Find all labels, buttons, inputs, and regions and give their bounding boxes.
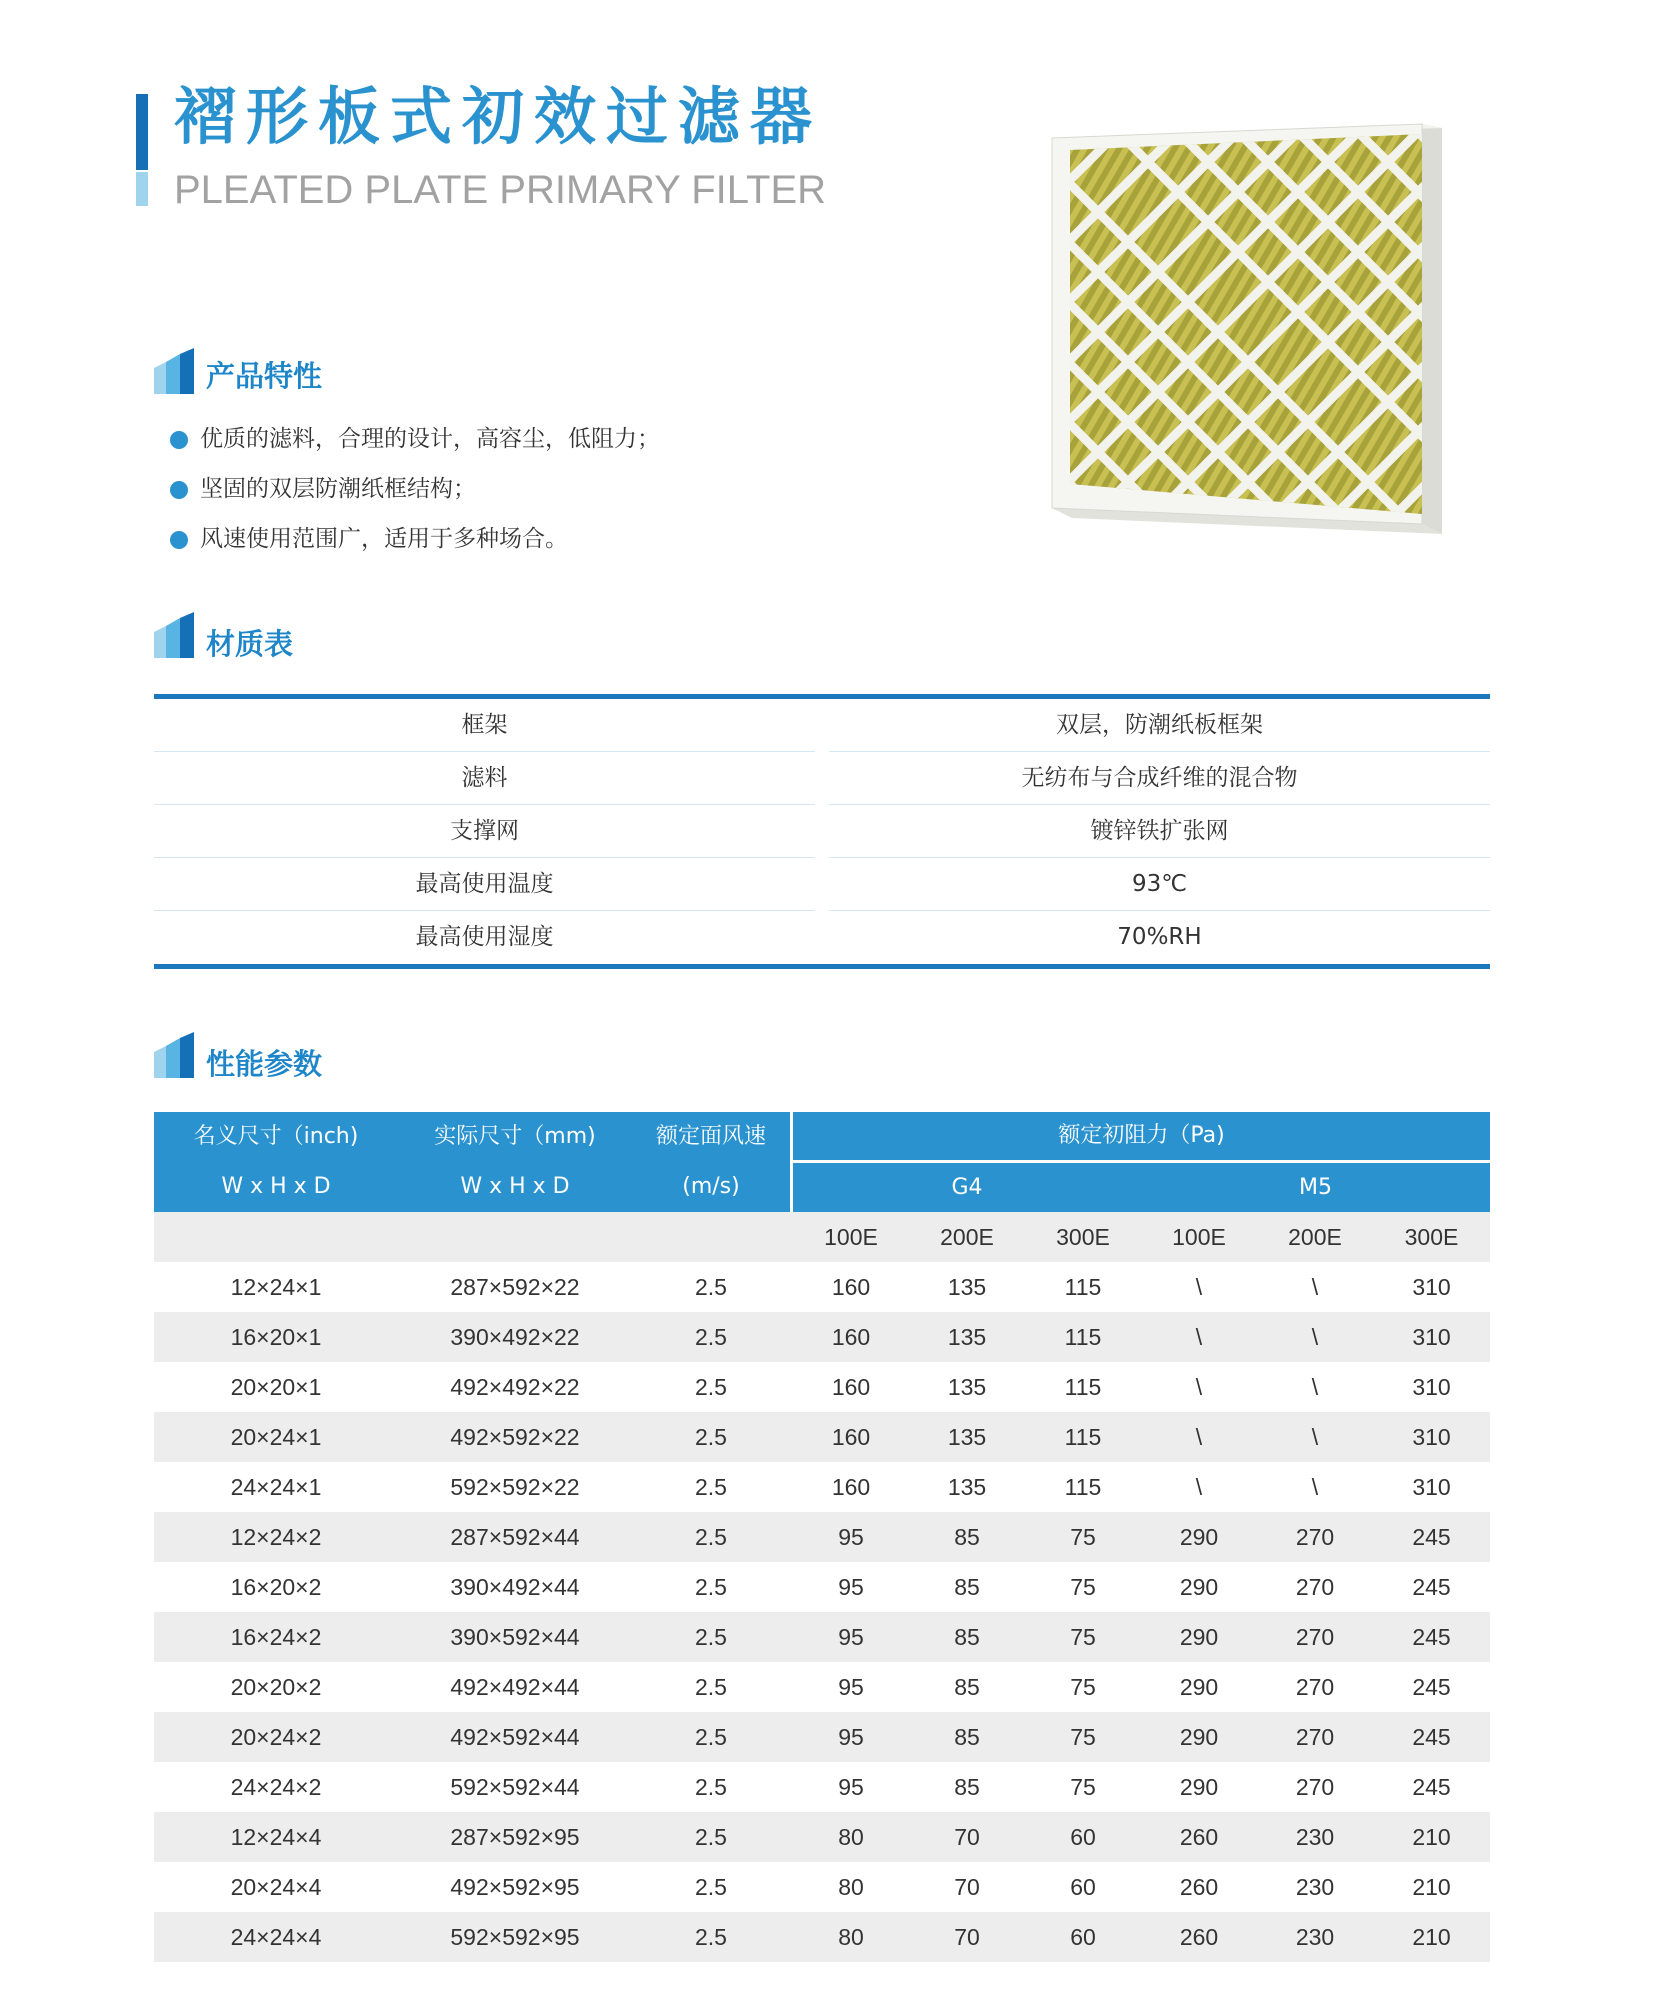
- table-cell: 290: [1179, 1524, 1219, 1550]
- section-icon: [154, 348, 194, 394]
- table-cell: \: [1311, 1424, 1319, 1450]
- table-cell: 24×24×4: [230, 1924, 322, 1950]
- table-bottom-border: [154, 964, 1490, 969]
- table-cell: \: [1195, 1374, 1203, 1400]
- table-cell: 95: [838, 1674, 864, 1700]
- table-cell: 160: [831, 1374, 871, 1400]
- table-row: [154, 1712, 1490, 1762]
- table-cell: 492×492×44: [450, 1674, 580, 1700]
- table-row: [154, 858, 1490, 910]
- table-cell: 270: [1295, 1624, 1335, 1650]
- table-cell: 75: [1070, 1724, 1096, 1750]
- table-cell: 390×492×44: [450, 1574, 580, 1600]
- table-cell: 115: [1064, 1374, 1102, 1400]
- table-cell: 2.5: [695, 1674, 727, 1700]
- table-cell: 2.5: [695, 1874, 727, 1900]
- material-name: 最高使用温度: [415, 871, 554, 897]
- table-cell: 230: [1295, 1924, 1335, 1950]
- table-cell: 2.5: [695, 1524, 727, 1550]
- table-row: [154, 1462, 1490, 1512]
- table-cell: 390×592×44: [450, 1624, 580, 1650]
- table-cell: 160: [831, 1274, 871, 1300]
- table-cell: 245: [1412, 1524, 1451, 1550]
- table-cell: 210: [1412, 1874, 1451, 1900]
- material-value: 93℃: [1131, 871, 1188, 897]
- table-cell: 310: [1412, 1424, 1451, 1450]
- table-cell: 85: [954, 1724, 980, 1750]
- table-cell: 492×592×44: [450, 1724, 580, 1750]
- header-m5: M5: [1141, 1163, 1490, 1212]
- table-cell: 75: [1070, 1524, 1096, 1550]
- table-cell: 20×20×2: [230, 1674, 322, 1700]
- material-value: 70%RH: [1117, 924, 1202, 950]
- table-cell: 115: [1064, 1274, 1102, 1300]
- bullet-icon: [170, 481, 188, 499]
- table-cell: 230: [1295, 1874, 1335, 1900]
- table-cell: 135: [947, 1374, 987, 1400]
- table-cell: 310: [1412, 1474, 1451, 1500]
- table-cell: 210: [1412, 1824, 1451, 1850]
- table-cell: 95: [838, 1774, 864, 1800]
- performance-title: 性能参数: [206, 1047, 323, 1081]
- table-cell: 290: [1179, 1724, 1219, 1750]
- table-row: [154, 1262, 1490, 1312]
- table-cell: 230: [1295, 1824, 1335, 1850]
- table-cell: 75: [1070, 1674, 1096, 1700]
- table-cell: 85: [954, 1524, 980, 1550]
- table-cell: 2.5: [695, 1724, 727, 1750]
- table-cell: 260: [1179, 1924, 1219, 1950]
- table-cell: 80: [838, 1924, 864, 1950]
- table-cell: 2.5: [695, 1924, 727, 1950]
- table-cell: \: [1311, 1474, 1319, 1500]
- table-cell: 210: [1412, 1924, 1451, 1950]
- header-g4: G4: [793, 1163, 1141, 1212]
- table-cell: 80: [838, 1874, 864, 1900]
- table-row: [154, 1562, 1490, 1612]
- material-name: 框架: [461, 712, 508, 738]
- feature-item: 风速使用范围广，适用于多种场合。: [168, 514, 660, 564]
- table-cell: 2.5: [695, 1274, 727, 1300]
- table-cell: 70: [954, 1924, 980, 1950]
- table-cell: 290: [1179, 1624, 1219, 1650]
- table-cell: 85: [954, 1624, 980, 1650]
- table-cell: 2.5: [695, 1624, 727, 1650]
- table-cell: 270: [1295, 1674, 1335, 1700]
- material-name: 最高使用湿度: [415, 924, 554, 950]
- table-cell: 135: [947, 1424, 987, 1450]
- table-cell: 245: [1412, 1624, 1451, 1650]
- table-row: [154, 752, 1490, 804]
- title-accent-bar-light: [136, 172, 148, 206]
- title-accent-bar: [136, 94, 148, 170]
- table-cell: 95: [838, 1624, 864, 1650]
- table-cell: 160: [831, 1474, 871, 1500]
- table-cell: 492×592×95: [450, 1874, 580, 1900]
- table-cell: 12×24×4: [230, 1824, 322, 1850]
- table-cell: 75: [1070, 1774, 1096, 1800]
- section-icon: [154, 612, 194, 658]
- table-cell: 310: [1412, 1274, 1451, 1300]
- table-cell: 160: [831, 1424, 871, 1450]
- table-cell: 95: [838, 1574, 864, 1600]
- table-cell: 135: [947, 1324, 987, 1350]
- table-cell: 60: [1070, 1874, 1096, 1900]
- table-cell: 70: [954, 1824, 980, 1850]
- table-cell: 16×20×1: [230, 1324, 322, 1350]
- table-cell: 270: [1295, 1724, 1335, 1750]
- page-subtitle: PLEATED PLATE PRIMARY FILTER: [174, 168, 827, 212]
- subheader-cell: 100E: [1172, 1224, 1226, 1250]
- table-cell: 2.5: [695, 1474, 727, 1500]
- table-cell: 115: [1064, 1474, 1102, 1500]
- features-list: [168, 414, 660, 564]
- table-cell: 16×24×2: [230, 1624, 322, 1650]
- subheader-cell: 300E: [1056, 1224, 1110, 1250]
- subheader-cell: 200E: [1288, 1224, 1342, 1250]
- table-cell: 310: [1412, 1324, 1451, 1350]
- table-row: [154, 1312, 1490, 1362]
- table-row: [154, 1912, 1490, 1962]
- table-cell: \: [1195, 1324, 1203, 1350]
- table-cell: \: [1195, 1424, 1203, 1450]
- table-row: [154, 1512, 1490, 1562]
- material-value: 镀锌铁扩张网: [1090, 818, 1229, 844]
- table-cell: 260: [1179, 1824, 1219, 1850]
- header-resistance: 额定初阻力（Pa): [793, 1112, 1490, 1160]
- table-cell: 2.5: [695, 1324, 727, 1350]
- feature-item: 坚固的双层防潮纸框结构；: [168, 464, 660, 514]
- header-actual-size: 实际尺寸（mm): [434, 1124, 596, 1149]
- table-cell: 85: [954, 1774, 980, 1800]
- table-row: [154, 1812, 1490, 1862]
- table-cell: 2.5: [695, 1774, 727, 1800]
- table-cell: 160: [831, 1324, 871, 1350]
- table-cell: 135: [947, 1274, 987, 1300]
- table-cell: 75: [1070, 1574, 1096, 1600]
- table-cell: 492×592×22: [450, 1424, 580, 1450]
- table-cell: 60: [1070, 1924, 1096, 1950]
- table-row: [154, 699, 1490, 751]
- header-velocity: 额定面风速: [655, 1124, 766, 1149]
- table-cell: 290: [1179, 1774, 1219, 1800]
- table-cell: 80: [838, 1824, 864, 1850]
- table-row: [154, 1362, 1490, 1412]
- table-row: [154, 1862, 1490, 1912]
- table-cell: 20×20×1: [230, 1374, 322, 1400]
- table-cell: \: [1311, 1324, 1319, 1350]
- table-cell: 592×592×95: [450, 1924, 580, 1950]
- table-cell: 310: [1412, 1374, 1451, 1400]
- table-cell: 115: [1064, 1324, 1102, 1350]
- table-cell: 12×24×1: [230, 1274, 322, 1300]
- table-cell: 115: [1064, 1424, 1102, 1450]
- table-cell: 245: [1412, 1774, 1451, 1800]
- table-row: [154, 911, 1490, 963]
- subheader-cell: 200E: [940, 1224, 994, 1250]
- table-cell: \: [1311, 1274, 1319, 1300]
- table-cell: 390×492×22: [450, 1324, 580, 1350]
- table-cell: 287×592×22: [450, 1274, 580, 1300]
- section-icon: [154, 1032, 194, 1078]
- subheader-cell: 100E: [824, 1224, 878, 1250]
- table-cell: 95: [838, 1524, 864, 1550]
- table-cell: 492×492×22: [450, 1374, 580, 1400]
- table-cell: 270: [1295, 1774, 1335, 1800]
- material-name: 滤料: [461, 765, 508, 791]
- table-cell: 135: [947, 1474, 987, 1500]
- material-value: 双层，防潮纸板框架: [1056, 712, 1263, 738]
- header-nominal-size: 名义尺寸（inch): [193, 1124, 359, 1149]
- materials-title: 材质表: [206, 627, 294, 661]
- table-cell: 2.5: [695, 1824, 727, 1850]
- page-title: 褶形板式初效过滤器: [174, 80, 823, 153]
- table-cell: 290: [1179, 1674, 1219, 1700]
- header-velocity-unit: (m/s): [682, 1174, 740, 1199]
- table-cell: 2.5: [695, 1374, 727, 1400]
- table-cell: 287×592×95: [450, 1824, 580, 1850]
- table-row: [154, 1662, 1490, 1712]
- table-cell: \: [1195, 1274, 1203, 1300]
- table-row: [154, 1412, 1490, 1462]
- table-cell: 592×592×22: [450, 1474, 580, 1500]
- table-cell: 95: [838, 1724, 864, 1750]
- header-actual-dims: W x H x D: [460, 1174, 570, 1199]
- table-row: [154, 1762, 1490, 1812]
- table-cell: \: [1311, 1374, 1319, 1400]
- table-cell: 85: [954, 1574, 980, 1600]
- table-cell: 70: [954, 1874, 980, 1900]
- bullet-icon: [170, 431, 188, 449]
- table-cell: 60: [1070, 1824, 1096, 1850]
- subheader-cell: 300E: [1404, 1224, 1459, 1250]
- table-cell: 270: [1295, 1524, 1335, 1550]
- table-cell: 24×24×2: [230, 1774, 322, 1800]
- table-cell: 260: [1179, 1874, 1219, 1900]
- table-cell: 2.5: [695, 1574, 727, 1600]
- table-cell: 245: [1412, 1574, 1451, 1600]
- table-cell: 270: [1295, 1574, 1335, 1600]
- header-nominal-dims: W x H x D: [221, 1174, 331, 1199]
- table-cell: 12×24×2: [230, 1524, 322, 1550]
- table-subheader-row: [154, 1212, 1490, 1262]
- pleated-filter-image: [1048, 122, 1448, 540]
- table-cell: \: [1195, 1474, 1203, 1500]
- table-cell: 245: [1412, 1674, 1451, 1700]
- material-value: 无纺布与合成纤维的混合物: [1021, 765, 1298, 791]
- material-name: 支撑网: [450, 818, 519, 844]
- bullet-icon: [170, 531, 188, 549]
- table-cell: 75: [1070, 1624, 1096, 1650]
- table-cell: 24×24×1: [230, 1474, 322, 1500]
- table-cell: 20×24×2: [230, 1724, 322, 1750]
- table-cell: 16×20×2: [230, 1574, 322, 1600]
- features-title: 产品特性: [206, 359, 323, 393]
- table-row: [154, 1612, 1490, 1662]
- table-cell: 20×24×4: [230, 1874, 322, 1900]
- table-cell: 85: [954, 1674, 980, 1700]
- table-cell: 290: [1179, 1574, 1219, 1600]
- table-cell: 20×24×1: [230, 1424, 322, 1450]
- table-cell: 592×592×44: [450, 1774, 580, 1800]
- feature-item: 优质的滤料，合理的设计，高容尘，低阻力；: [168, 414, 660, 464]
- table-cell: 287×592×44: [450, 1524, 580, 1550]
- table-cell: 245: [1412, 1724, 1451, 1750]
- table-cell: 2.5: [695, 1424, 727, 1450]
- table-row: [154, 805, 1490, 857]
